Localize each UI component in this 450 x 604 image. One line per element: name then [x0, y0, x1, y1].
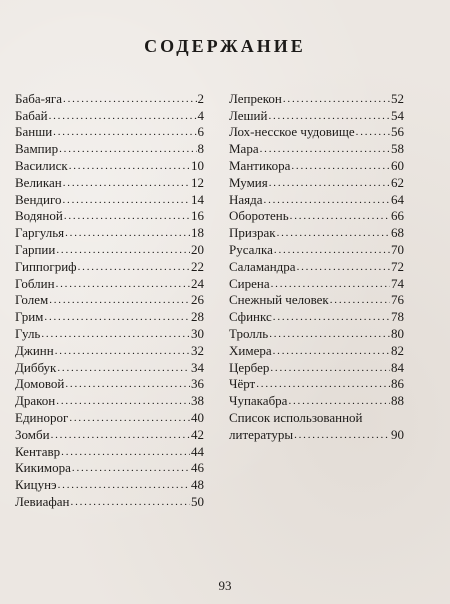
toc-entry-title: Гаргулья: [15, 225, 65, 241]
dot-leader: [356, 125, 390, 139]
toc-entry-page: 20: [191, 241, 204, 257]
dot-leader: [44, 310, 190, 324]
toc-entry-page: 90: [391, 426, 404, 442]
toc-entry-title: Русалка: [229, 241, 273, 257]
toc-entry-page: 78: [391, 309, 404, 325]
toc-entry-title: Зомби: [15, 426, 50, 442]
toc-entry: [229, 324, 404, 341]
toc-entry-page: 56: [391, 124, 404, 140]
toc-entry-page: 52: [391, 90, 404, 106]
toc-entry-title: Оборотень: [229, 208, 289, 224]
toc-entry: [229, 391, 404, 408]
dot-leader: [57, 361, 190, 375]
dot-leader: [72, 461, 190, 475]
toc-entry-title: Снежный человек: [229, 292, 329, 308]
toc-entry-title: Призрак: [229, 225, 276, 241]
toc-entry: [15, 408, 204, 425]
dot-leader: [49, 293, 190, 307]
toc-entry-page: 16: [191, 208, 204, 224]
dot-leader: [269, 327, 390, 341]
toc-entry-page: 30: [191, 325, 204, 341]
toc-entry-page: 68: [391, 225, 404, 241]
dot-leader: [268, 109, 390, 123]
dot-leader: [58, 478, 190, 492]
toc-entry: [15, 475, 204, 492]
toc-entry: [15, 341, 204, 358]
toc-entry: [229, 156, 404, 173]
toc-entry-title: Лепрекон: [229, 90, 282, 106]
toc-entry-title: Сфинкс: [229, 309, 272, 325]
toc-entry: [15, 139, 204, 156]
toc-entry-title: Чёрт: [229, 376, 256, 392]
dot-leader: [294, 428, 390, 442]
dot-leader: [41, 327, 190, 341]
toc-entry: [15, 156, 204, 173]
toc-entry-page: 82: [391, 342, 404, 358]
toc-entry: [15, 223, 204, 240]
toc-entry-title: Мумия: [229, 174, 268, 190]
dot-leader: [273, 344, 390, 358]
toc-entry-page: 18: [191, 225, 204, 241]
toc-entry: [229, 257, 404, 274]
toc-entry: [229, 291, 404, 308]
dot-leader: [56, 394, 190, 408]
toc-entry: [15, 257, 204, 274]
page-number: 93: [218, 578, 232, 593]
toc-entry: [15, 173, 204, 190]
toc-entry-title: Домовой: [15, 376, 65, 392]
toc-entry-page: 66: [391, 208, 404, 224]
toc-entry: [229, 274, 404, 291]
toc-entry: [229, 223, 404, 240]
toc-entry-title: Сирена: [229, 275, 270, 291]
toc-left-column: [15, 89, 204, 509]
toc-entry-page: 46: [191, 460, 204, 476]
toc-entry-title: Великан: [15, 174, 62, 190]
toc-entry: [229, 173, 404, 190]
dot-leader: [59, 142, 196, 156]
dot-leader: [288, 394, 390, 408]
toc-entry: [229, 106, 404, 123]
toc-entry: [15, 492, 204, 509]
dot-leader: [269, 176, 390, 190]
toc-entry-title: Диббук: [15, 359, 57, 375]
dot-leader: [291, 159, 390, 173]
toc-entry-page: 70: [391, 241, 404, 257]
dot-leader: [65, 226, 190, 240]
dot-leader: [330, 293, 390, 307]
toc-right-column: [229, 89, 404, 442]
toc-entry-title: Грим: [15, 309, 44, 325]
dot-leader: [264, 193, 390, 207]
toc-entry-title: Тролль: [229, 325, 269, 341]
toc-entry-page: 72: [391, 258, 404, 274]
toc-entry-page: 36: [191, 376, 204, 392]
dot-leader: [63, 176, 190, 190]
toc-entry-title: Лох-несское чудовище: [229, 124, 355, 140]
toc-entry-page: 28: [191, 309, 204, 325]
toc-entry-title: Левиафан: [15, 493, 70, 509]
toc-entry-title-line1: Список использованной: [229, 409, 363, 425]
toc-entry-page: 2: [197, 90, 204, 106]
toc-entry-title: Мантикора: [229, 157, 291, 173]
toc-entry: [229, 207, 404, 224]
dot-leader: [56, 243, 190, 257]
toc-entry-title: Вампир: [15, 141, 59, 157]
toc-entry-page: 14: [191, 191, 204, 207]
toc-entry-title: Кикимора: [15, 460, 71, 476]
toc-entry-page: 60: [391, 157, 404, 173]
toc-entry: [15, 291, 204, 308]
toc-entry-page: 74: [391, 275, 404, 291]
toc-entry-title: Банши: [15, 124, 53, 140]
toc-entry-page: 12: [191, 174, 204, 190]
dot-leader: [78, 260, 190, 274]
toc-entry-page: 26: [191, 292, 204, 308]
toc-entry-title: Химера: [229, 342, 272, 358]
toc-entry-title: Гарпии: [15, 241, 56, 257]
toc-entry-title: Бабай: [15, 107, 48, 123]
toc-entry-page: 44: [191, 443, 204, 459]
toc-entry-title: Гуль: [15, 325, 41, 341]
toc-entry-title: Цербер: [229, 359, 270, 375]
toc-entry: [15, 425, 204, 442]
toc-entry-page: 22: [191, 258, 204, 274]
toc-entry-page: 34: [191, 359, 204, 375]
toc-entry: [15, 442, 204, 459]
toc-entry-title: Чупакабра: [229, 393, 288, 409]
toc-entry-title: Саламандра: [229, 258, 296, 274]
toc-entry-page: 58: [391, 141, 404, 157]
toc-entry-title: Леший: [229, 107, 268, 123]
dot-leader: [277, 226, 390, 240]
toc-entry-bibliography: [229, 408, 404, 442]
toc-entry-title: Джинн: [15, 342, 54, 358]
toc-entry-title: Гиппогриф: [15, 258, 77, 274]
dot-leader: [69, 411, 190, 425]
toc-entry-page: 48: [191, 477, 204, 493]
toc-entry-title: Наяда: [229, 191, 263, 207]
dot-leader: [290, 209, 390, 223]
toc-entry-page: 8: [197, 141, 204, 157]
toc-entry-page: 84: [391, 359, 404, 375]
toc-entry-page: 80: [391, 325, 404, 341]
toc-entry: [229, 123, 404, 140]
toc-entry-page: 42: [191, 426, 204, 442]
toc-entry: [15, 106, 204, 123]
toc-entry-title: Баба-яга: [15, 90, 63, 106]
dot-leader: [62, 193, 190, 207]
toc-entry-page: 40: [191, 409, 204, 425]
toc-entry-page: 54: [391, 107, 404, 123]
toc-entry: [15, 240, 204, 257]
toc-entry: [15, 123, 204, 140]
toc-entry-title-line2: литературы: [229, 426, 294, 442]
dot-leader: [256, 377, 390, 391]
dot-leader: [53, 125, 196, 139]
toc-entry-page: 50: [191, 493, 204, 509]
toc-entry: [15, 89, 204, 106]
toc-entry: [15, 375, 204, 392]
dot-leader: [297, 260, 390, 274]
toc-entry: [229, 240, 404, 257]
toc-entry-page: 6: [197, 124, 204, 140]
toc-entry-title: Водяной: [15, 208, 63, 224]
toc-entry-title: Кицунэ: [15, 477, 57, 493]
dot-leader: [69, 159, 190, 173]
toc-entry: [229, 89, 404, 106]
toc-entry-page: 62: [391, 174, 404, 190]
toc-entry: [229, 190, 404, 207]
toc-entry: [15, 190, 204, 207]
toc-entry: [15, 391, 204, 408]
dot-leader: [274, 243, 390, 257]
dot-leader: [71, 495, 190, 509]
toc-entry-title: Единорог: [15, 409, 69, 425]
toc-entry-title: Мара: [229, 141, 259, 157]
toc-entry-page: 64: [391, 191, 404, 207]
toc-entry: [229, 139, 404, 156]
toc-entry-page: 86: [391, 376, 404, 392]
toc-entry: [229, 375, 404, 392]
toc-entry-page: 10: [191, 157, 204, 173]
toc-entry-title: Кентавр: [15, 443, 61, 459]
toc-entry: [15, 307, 204, 324]
toc-entry-page: 4: [197, 107, 204, 123]
dot-leader: [260, 142, 390, 156]
dot-leader: [270, 361, 390, 375]
toc-entry-title: Гоблин: [15, 275, 55, 291]
page-title: СОДЕРЖАНИЕ: [144, 36, 306, 56]
dot-leader: [63, 92, 196, 106]
toc-entry-title: Вендиго: [15, 191, 62, 207]
dot-leader: [55, 344, 190, 358]
toc-entry: [15, 358, 204, 375]
toc-entry-title: Дракон: [15, 393, 56, 409]
dot-leader: [271, 277, 390, 291]
toc-entry: [15, 459, 204, 476]
toc-entry: [15, 324, 204, 341]
toc-entry-page: 38: [191, 393, 204, 409]
toc-entry-title: Василиск: [15, 157, 68, 173]
dot-leader: [64, 209, 190, 223]
dot-leader: [283, 92, 390, 106]
dot-leader: [49, 109, 197, 123]
toc-entry: [229, 341, 404, 358]
dot-leader: [65, 377, 190, 391]
toc-entry-page: 88: [391, 393, 404, 409]
dot-leader: [61, 445, 190, 459]
toc-entry: [229, 307, 404, 324]
dot-leader: [56, 277, 190, 291]
toc-entry-page: 24: [191, 275, 204, 291]
toc-entry-page: 32: [191, 342, 204, 358]
toc-entry: [15, 207, 204, 224]
toc-entry: [15, 274, 204, 291]
dot-leader: [273, 310, 390, 324]
toc-entry-title: Голем: [15, 292, 49, 308]
toc-entry: [229, 358, 404, 375]
toc-entry-page: 76: [391, 292, 404, 308]
dot-leader: [51, 428, 190, 442]
